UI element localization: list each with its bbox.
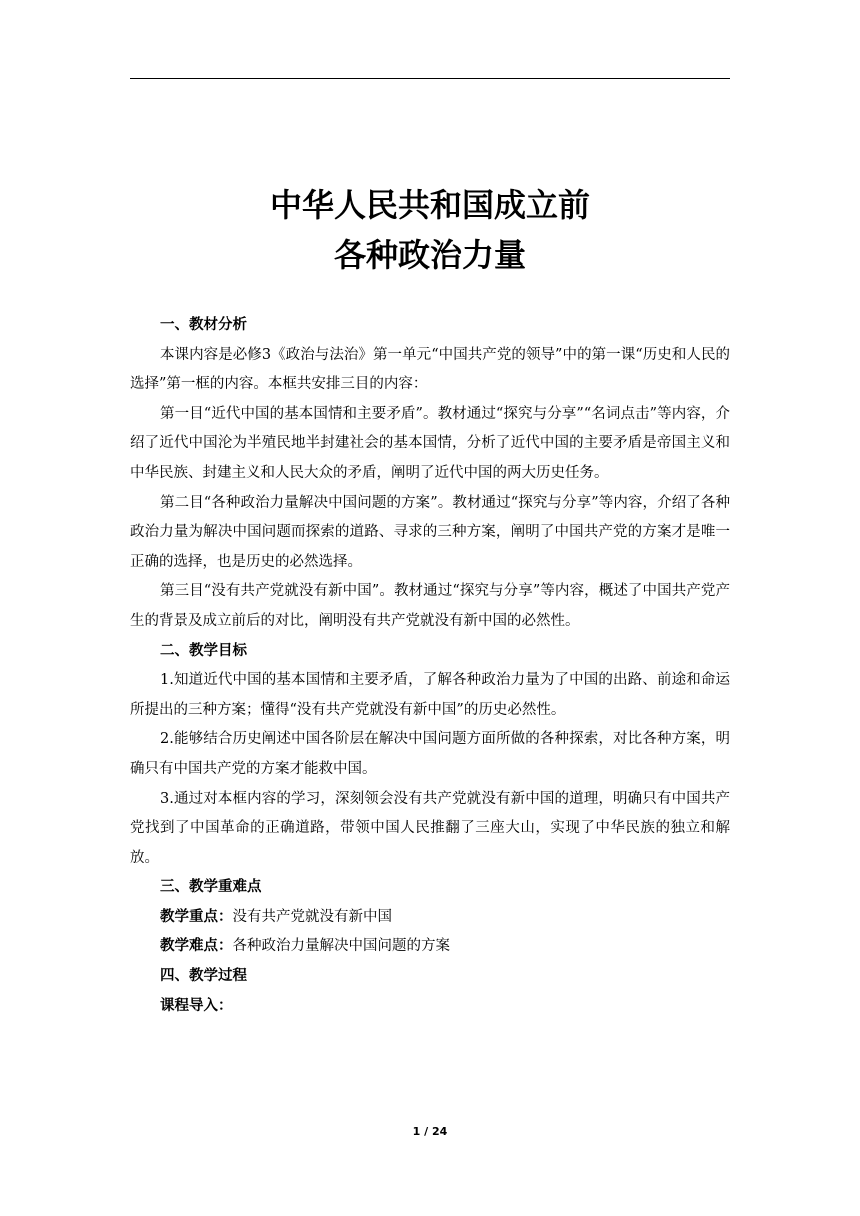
- section-heading-keypoints: 三、教学重难点: [160, 879, 262, 896]
- section-heading-process: 四、教学过程: [160, 968, 247, 985]
- key-difficulty-line: [130, 932, 730, 962]
- page-number: 1 / 24: [412, 1125, 448, 1138]
- analysis-paragraph-1: 本课内容是必修3《政治与法治》第一单元“中国共产党的领导”中的第一课“历史和人民的选择”第一框的内容。本框共安排三目的内容：: [130, 346, 730, 393]
- title-line-2: 各种政治力量: [333, 236, 526, 274]
- course-intro-label: 课程导入：: [160, 997, 233, 1014]
- key-difficulty-text: 各种政治力量解决中国问题的方案: [232, 938, 450, 955]
- key-focus-text: 没有共产党就没有新中国: [232, 908, 392, 925]
- goal-item-1: 1.知道近代中国的基本国情和主要矛盾，了解各种政治力量为了中国的出路、前途和命运所提出的三种方案；懂得“没有共产党就没有新中国”的历史必然性。: [130, 672, 730, 718]
- header-rule: [130, 78, 730, 79]
- analysis-paragraph-4: 第三目“没有共产党就没有新中国”。教材通过“探究与分享”等内容，概述了中国共产党产生的背景及成立前后的对比，阐明没有共产党就没有新中国的必然性。: [130, 583, 730, 629]
- analysis-paragraph-3: 第二目“各种政治力量解决中国问题的方案”。教材通过“探究与分享”等内容，介绍了各种政治力量为解决中国问题而探索的道路、寻求的三种方案，阐明了中国共产党的方案才是唯一正确的选择，也是历史的必然选择。: [130, 494, 730, 570]
- goal-item-3: 3.通过对本框内容的学习，深刻领会没有共产党就没有新中国的道理，明确只有中国共产党找到了中国革命的正确道路，带领中国人民推翻了三座大山，实现了中华民族的独立和解放。: [130, 790, 730, 866]
- section-heading-analysis: 一、教材分析: [160, 317, 247, 333]
- title-line-1: 中华人民共和国成立前: [269, 186, 590, 224]
- document-body: [130, 311, 730, 1021]
- section-heading-goals: 二、教学目标: [160, 642, 247, 659]
- key-focus-label: 教学重点：: [160, 908, 233, 925]
- goal-item-2: 2.能够结合历史阐述中国各阶层在解决中国问题方面所做的各种探索，对比各种方案，明确只有中国共产党的方案才能救中国。: [130, 731, 730, 777]
- page-title: [130, 180, 730, 280]
- key-difficulty-label: 教学难点：: [160, 938, 233, 955]
- key-focus-line: [130, 903, 730, 933]
- analysis-paragraph-2: 第一目“近代中国的基本国情和主要矛盾”。教材通过“探究与分享”“名词点击”等内容，介绍了近代中国沦为半殖民地半封建社会的基本国情，分析了近代中国的主要矛盾是帝国主义和中华民族、封建主义和人民大众的矛盾，阐明了近代中国的两大历史任务。: [130, 405, 730, 481]
